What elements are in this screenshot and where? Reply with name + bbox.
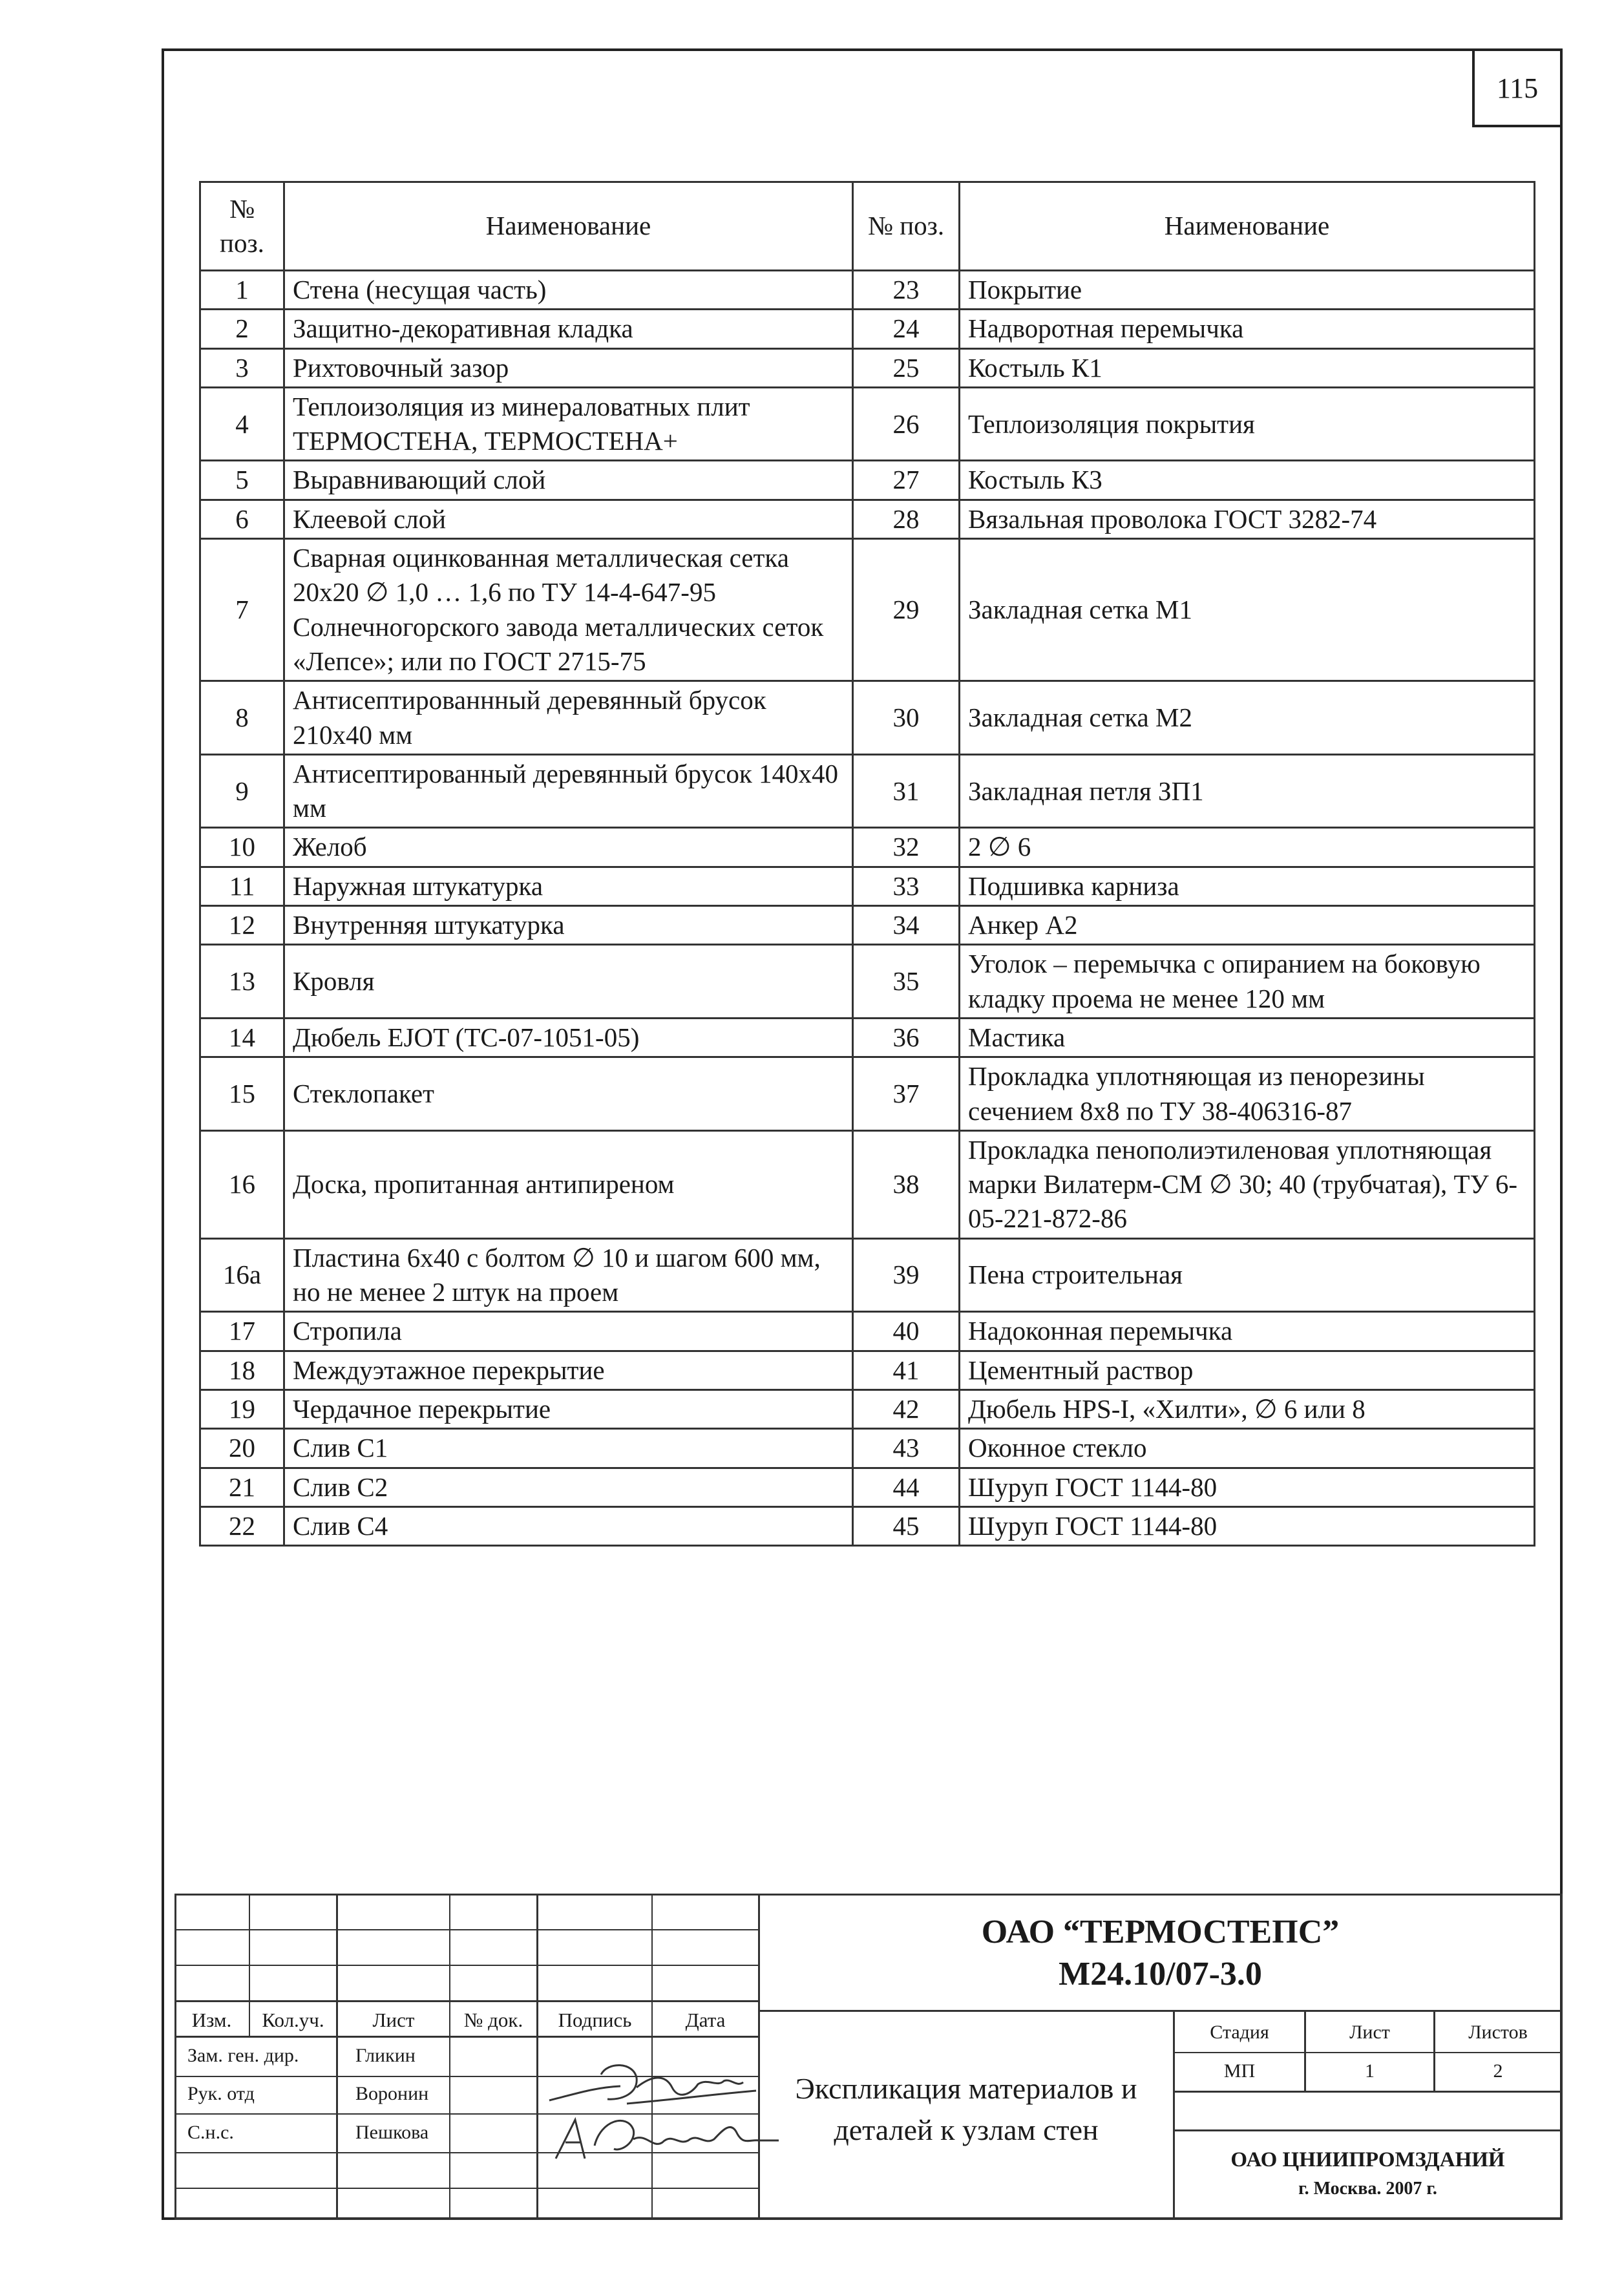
cell-name-right: Цементный раствор xyxy=(960,1351,1535,1389)
cell-name-left: Слив С1 xyxy=(284,1429,853,1468)
table-row xyxy=(200,1312,1535,1351)
cell-name-left: Дюбель EJOT (ТС-07-1051-05) xyxy=(284,1018,853,1057)
cell-name-left: Выравнивающий слой xyxy=(284,461,853,500)
cell-pos-right: 38 xyxy=(853,1130,960,1238)
cell-pos-left: 5 xyxy=(200,461,284,500)
table-row xyxy=(200,310,1535,348)
table-row xyxy=(200,461,1535,500)
cell-pos-left: 21 xyxy=(200,1468,284,1506)
cell-pos-right: 26 xyxy=(853,387,960,461)
cell-name-left: Рихтовочный зазор xyxy=(284,348,853,387)
cell-pos-left: 1 xyxy=(200,271,284,310)
cell-name-left: Слив С2 xyxy=(284,1468,853,1506)
cell-name-left: Желоб xyxy=(284,828,853,867)
cell-pos-left: 3 xyxy=(200,348,284,387)
cell-pos-left: 17 xyxy=(200,1312,284,1351)
cell-pos-right: 30 xyxy=(853,681,960,755)
sheet-label: Лист xyxy=(1349,2022,1390,2043)
cell-pos-right: 45 xyxy=(853,1506,960,1545)
table-row xyxy=(200,539,1535,681)
table-row xyxy=(200,1130,1535,1238)
cell-name-left: Чердачное перекрытие xyxy=(284,1389,853,1428)
sheets-label: Листов xyxy=(1468,2022,1528,2043)
cell-pos-left: 13 xyxy=(200,945,284,1019)
header-name-left: Наименование xyxy=(284,182,853,271)
cell-name-left: Наружная штукатурка xyxy=(284,867,853,905)
cell-pos-left: 14 xyxy=(200,1018,284,1057)
cell-pos-right: 40 xyxy=(853,1312,960,1351)
name-3: Пешкова xyxy=(355,2122,429,2143)
cell-name-left: Защитно-декоративная кладка xyxy=(284,310,853,348)
cell-pos-left: 16а xyxy=(200,1238,284,1312)
cell-name-left: Кровля xyxy=(284,945,853,1019)
stage-value: МП xyxy=(1223,2060,1256,2082)
cell-name-right: Мастика xyxy=(960,1018,1535,1057)
cell-pos-right: 29 xyxy=(853,539,960,681)
document-code: М24.10/07-3.0 xyxy=(1059,1956,1262,1992)
cell-name-left: Стеклопакет xyxy=(284,1057,853,1131)
cell-pos-right: 39 xyxy=(853,1238,960,1312)
cell-pos-left: 4 xyxy=(200,387,284,461)
cell-name-left: Стропила xyxy=(284,1312,853,1351)
cell-pos-right: 34 xyxy=(853,906,960,945)
name-1: Гликин xyxy=(355,2045,416,2066)
table-row xyxy=(200,754,1535,828)
cell-name-right: Закладная сетка М1 xyxy=(960,539,1535,681)
cell-name-left: Стена (несущая часть) xyxy=(284,271,853,310)
cell-pos-left: 8 xyxy=(200,681,284,755)
table-row xyxy=(200,271,1535,310)
col-podpis: Подпись xyxy=(558,2009,632,2031)
table-body xyxy=(200,271,1535,1546)
role-3: С.н.с. xyxy=(187,2122,234,2143)
materials-table xyxy=(199,181,1535,1547)
cell-name-right: Закладная петля ЗП1 xyxy=(960,754,1535,828)
cell-name-left: Антисептированный деревянный брусок 140х40 мм xyxy=(284,754,853,828)
sheets-value: 2 xyxy=(1493,2060,1503,2082)
issuing-organization: ОАО ЦНИИПРОМЗДАНИЙ xyxy=(1230,2148,1505,2171)
cell-name-left: Междуэтажное перекрытие xyxy=(284,1351,853,1389)
cell-pos-right: 36 xyxy=(853,1018,960,1057)
header-pos-left: № поз. xyxy=(200,182,284,271)
cell-pos-left: 12 xyxy=(200,906,284,945)
cell-pos-right: 44 xyxy=(853,1468,960,1506)
cell-name-right: Надоконная перемычка xyxy=(960,1312,1535,1351)
cell-pos-right: 28 xyxy=(853,500,960,538)
cell-pos-left: 10 xyxy=(200,828,284,867)
table-row xyxy=(200,387,1535,461)
table-row xyxy=(200,1018,1535,1057)
cell-name-right: Покрытие xyxy=(960,271,1535,310)
cell-name-right: Прокладка пенополиэтиленовая уплотняющая марки Вилатерм-СМ ∅ 30; 40 (трубчатая), ТУ 6-05-221-872-86 xyxy=(960,1130,1535,1238)
table-row xyxy=(200,945,1535,1019)
cell-pos-right: 25 xyxy=(853,348,960,387)
document-title: Экспликация материалов и деталей к узлам стен xyxy=(795,2072,1137,2147)
cell-name-left: Клеевой слой xyxy=(284,500,853,538)
cell-name-left: Доска, пропитанная антипиреном xyxy=(284,1130,853,1238)
cell-name-right: Костыль К1 xyxy=(960,348,1535,387)
table-row xyxy=(200,500,1535,538)
page-number: 115 xyxy=(1472,48,1563,127)
cell-pos-left: 16 xyxy=(200,1130,284,1238)
table-row xyxy=(200,867,1535,905)
table-row xyxy=(200,906,1535,945)
cell-pos-left: 9 xyxy=(200,754,284,828)
cell-name-right: Дюбель HPS-I, «Хилти», ∅ 6 или 8 xyxy=(960,1389,1535,1428)
cell-name-right: Оконное стекло xyxy=(960,1429,1535,1468)
city-year: г. Москва. 2007 г. xyxy=(1298,2179,1437,2199)
table-row xyxy=(200,1351,1535,1389)
col-kol-uch: Кол.уч. xyxy=(262,2009,324,2031)
cell-pos-right: 42 xyxy=(853,1389,960,1428)
cell-pos-right: 31 xyxy=(853,754,960,828)
cell-name-right: Закладная сетка М2 xyxy=(960,681,1535,755)
table-row xyxy=(200,1429,1535,1468)
cell-name-left: Внутренняя штукатурка xyxy=(284,906,853,945)
cell-name-right: Подшивка карниза xyxy=(960,867,1535,905)
cell-pos-right: 32 xyxy=(853,828,960,867)
cell-name-left: Пластина 6х40 с болтом ∅ 10 и шагом 600 мм, но не менее 2 штук на проем xyxy=(284,1238,853,1312)
cell-name-right: Вязальная проволока ГОСТ 3282-74 xyxy=(960,500,1535,538)
cell-name-right: Шуруп ГОСТ 1144-80 xyxy=(960,1506,1535,1545)
cell-pos-right: 33 xyxy=(853,867,960,905)
title-block xyxy=(174,1894,1563,2220)
cell-pos-left: 7 xyxy=(200,539,284,681)
cell-pos-right: 24 xyxy=(853,310,960,348)
cell-name-right: Анкер А2 xyxy=(960,906,1535,945)
cell-name-right: Пена строительная xyxy=(960,1238,1535,1312)
cell-name-left: Теплоизоляция из минераловатных плит ТЕРМОСТЕНА, ТЕРМОСТЕНА+ xyxy=(284,387,853,461)
cell-name-right: Прокладка уплотняющая из пенорезины сечением 8х8 по ТУ 38-406316-87 xyxy=(960,1057,1535,1131)
sheet-value: 1 xyxy=(1365,2060,1375,2082)
cell-name-right: Надворотная перемычка xyxy=(960,310,1535,348)
role-1: Зам. ген. дир. xyxy=(187,2045,299,2066)
cell-pos-right: 43 xyxy=(853,1429,960,1468)
header-name-right: Наименование xyxy=(960,182,1535,271)
table-row xyxy=(200,1238,1535,1312)
cell-pos-left: 20 xyxy=(200,1429,284,1468)
table-row xyxy=(200,1468,1535,1506)
cell-pos-left: 19 xyxy=(200,1389,284,1428)
role-2: Рук. отд xyxy=(187,2083,255,2104)
table-row xyxy=(200,1389,1535,1428)
name-2: Воронин xyxy=(355,2083,429,2104)
cell-pos-left: 11 xyxy=(200,867,284,905)
cell-pos-right: 37 xyxy=(853,1057,960,1131)
cell-pos-right: 41 xyxy=(853,1351,960,1389)
table-row xyxy=(200,1506,1535,1545)
cell-pos-right: 27 xyxy=(853,461,960,500)
organization-name: ОАО “ТЕРМОСТЕПС” xyxy=(981,1914,1340,1950)
cell-pos-right: 35 xyxy=(853,945,960,1019)
cell-name-left: Слив С4 xyxy=(284,1506,853,1545)
cell-name-left: Антисептированнный деревянный брусок 210х40 мм xyxy=(284,681,853,755)
cell-name-left: Сварная оцинкованная металлическая сетка 20х20 ∅ 1,0 … 1,6 по ТУ 14-4-647-95 Солнечногорского завода металлических сеток «Лепсе»; или по ГОСТ 2715-75 xyxy=(284,539,853,681)
cell-name-right: Теплоизоляция покрытия xyxy=(960,387,1535,461)
col-izm: Изм. xyxy=(191,2009,232,2031)
col-list: Лист xyxy=(372,2009,415,2031)
cell-name-right: Шуруп ГОСТ 1144-80 xyxy=(960,1468,1535,1506)
col-data: Дата xyxy=(685,2009,726,2031)
cell-pos-left: 6 xyxy=(200,500,284,538)
col-no-dok: № док. xyxy=(463,2009,523,2031)
header-pos-right: № поз. xyxy=(853,182,960,271)
cell-pos-left: 22 xyxy=(200,1506,284,1545)
table-row xyxy=(200,828,1535,867)
cell-pos-left: 18 xyxy=(200,1351,284,1389)
cell-pos-right: 23 xyxy=(853,271,960,310)
signature-peshkova xyxy=(536,2094,782,2178)
cell-name-right: 2 ∅ 6 xyxy=(960,828,1535,867)
stage-label: Стадия xyxy=(1210,2022,1269,2043)
cell-pos-left: 2 xyxy=(200,310,284,348)
cell-name-right: Костыль К3 xyxy=(960,461,1535,500)
table-row xyxy=(200,1057,1535,1131)
cell-pos-left: 15 xyxy=(200,1057,284,1131)
table-header-row xyxy=(200,182,1535,271)
table-row xyxy=(200,348,1535,387)
table-row xyxy=(200,681,1535,755)
cell-name-right: Уголок – перемычка с опиранием на боковую кладку проема не менее 120 мм xyxy=(960,945,1535,1019)
